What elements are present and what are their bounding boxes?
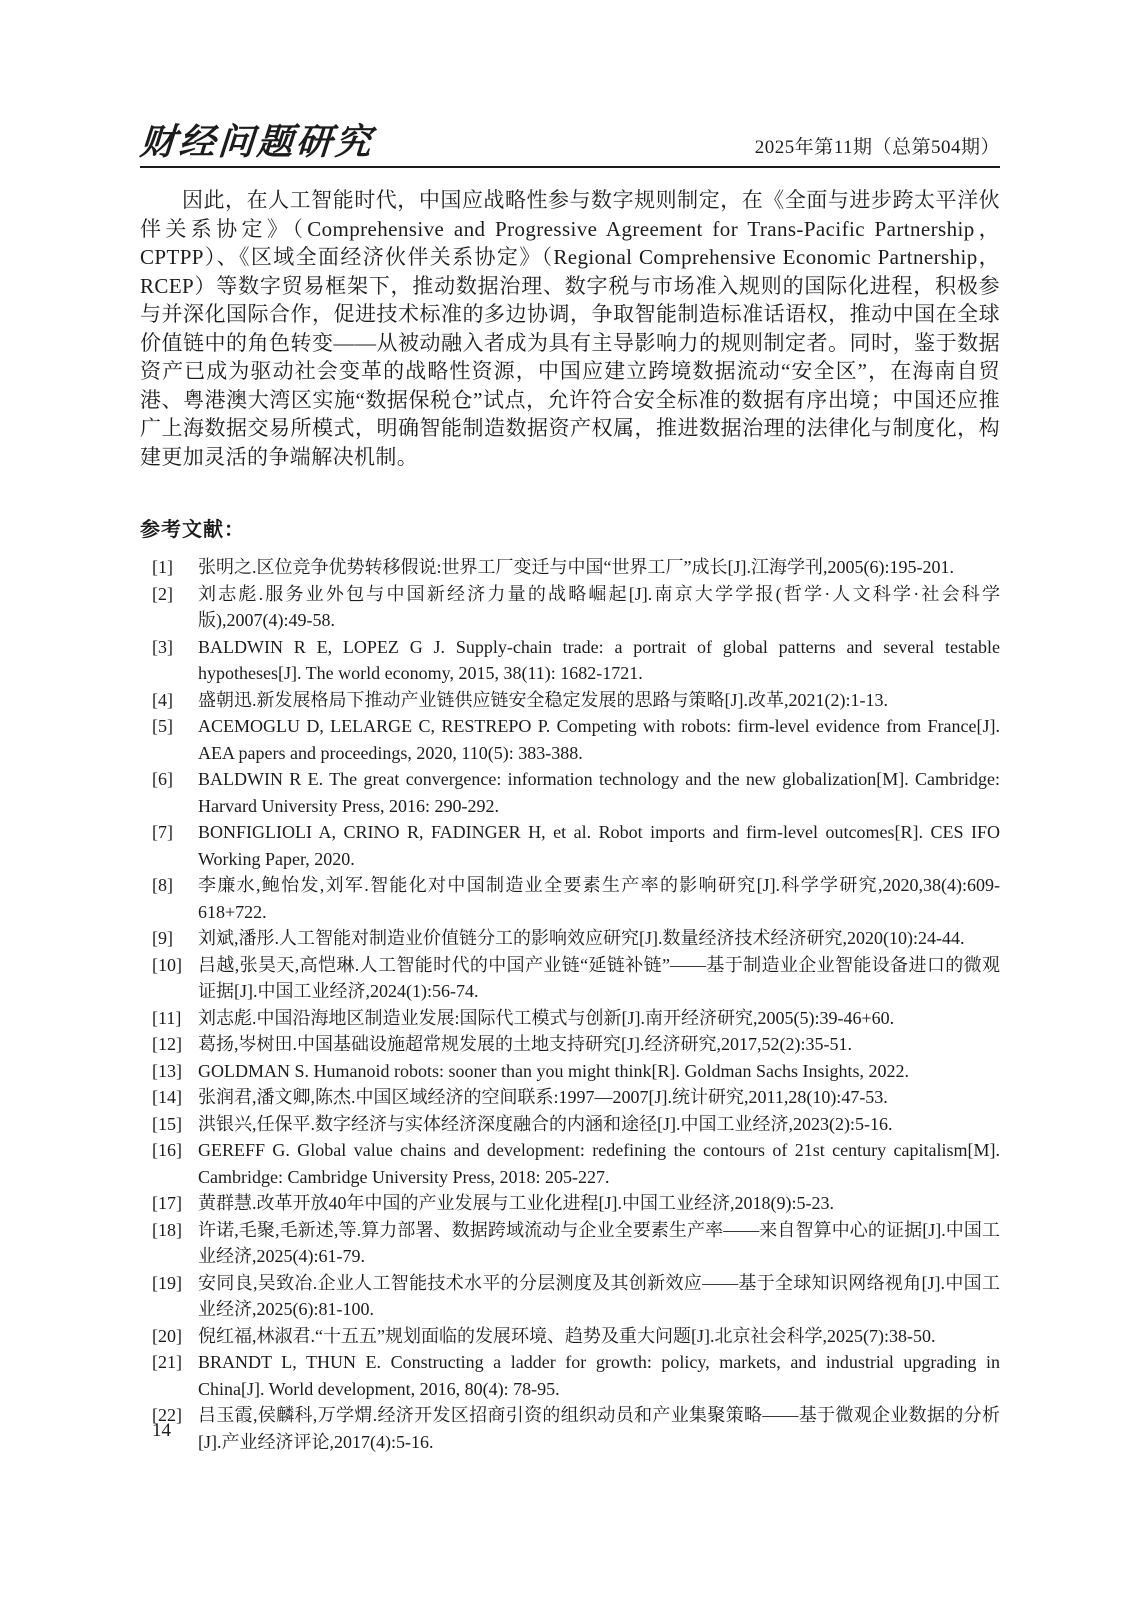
reference-text: 黄群慧.改革开放40年中国的产业发展与工业化进程[J].中国工业经济,2018(9):5-23. xyxy=(198,1193,834,1213)
reference-text: 李廉水,鲍怡发,刘军.智能化对中国制造业全要素生产率的影响研究[J].科学学研究,2020,38(4):609-618+722. xyxy=(198,875,1000,922)
reference-item xyxy=(140,1005,1000,1032)
reference-item xyxy=(140,925,1000,952)
reference-label: [6] xyxy=(152,769,173,789)
reference-item xyxy=(140,1190,1000,1217)
reference-label: [1] xyxy=(152,557,173,577)
reference-item xyxy=(140,1323,1000,1350)
reference-item xyxy=(140,581,1000,634)
reference-label: [15] xyxy=(152,1113,182,1134)
reference-item xyxy=(140,872,1000,925)
reference-label: [7] xyxy=(152,822,173,842)
reference-item xyxy=(140,554,1000,581)
reference-label: [2] xyxy=(152,583,173,604)
reference-label: [13] xyxy=(152,1060,182,1081)
reference-label: [21] xyxy=(152,1352,182,1372)
reference-text: 倪红福,林淑君.“十五五”规划面临的发展环境、趋势及重大问题[J].北京社会科学,2025(7):38-50. xyxy=(198,1325,936,1346)
reference-text: ACEMOGLU D, LELARGE C, RESTREPO P. Competing with robots: firm-level evidence from France[J]. AEA papers and proceedings, 2020, 110(5): 383-388. xyxy=(198,716,1000,763)
reference-text: BRANDT L, THUN E. Constructing a ladder for growth: policy, markets, and industrial upgrading in China[J]. World development, 2016, 80(4): 78-95. xyxy=(198,1352,1000,1399)
reference-item xyxy=(140,952,1000,1005)
reference-item xyxy=(140,1084,1000,1111)
reference-text: 刘斌,潘彤.人工智能对制造业价值链分工的影响效应研究[J].数量经济技术经济研究,2020(10):24-44. xyxy=(198,928,965,948)
reference-item xyxy=(140,1137,1000,1190)
references-list xyxy=(140,554,1000,1455)
body-paragraph: 因此，在人工智能时代，中国应战略性参与数字规则制定，在《全面与进步跨太平洋伙伴关系协定》（Comprehensive and Progressive Agreement for Trans-Pacific Partnership，CPTPP）、《区域全面经济伙伴关系协定》（Regional Comprehensive Economic Partnership，RCEP）等数字贸易框架下，推动数据治理、数字税与市场准入规则的国际化进程，积极参与并深化国际合作，促进技术标准的多边协调，争取智能制造标准话语权，推动中国在全球价值链中的角色转变——从被动融入者成为具有主导影响力的规则制定者。同时，鉴于数据资产已成为驱动社会变革的战略性资源，中国应建立跨境数据流动“安全区”，在海南自贸港、粤港澳大湾区实施“数据保税仓”试点，允许符合安全标准的数据有序出境；中国还应推广上海数据交易所模式，明确智能制造数据资产权属，推进数据治理的法律化与制度化，构建更加灵活的争端解决机制。 xyxy=(140,188,1000,469)
issue-info: 2025年第11期（总第504期） xyxy=(754,137,1000,159)
reference-label: [17] xyxy=(152,1193,182,1213)
journal-logo: 财经问题研究 xyxy=(138,121,376,163)
reference-text: 盛朝迅.新发展格局下推动产业链供应链安全稳定发展的思路与策略[J].改革,2021(2):1-13. xyxy=(198,689,888,710)
reference-label: [5] xyxy=(152,716,173,736)
reference-text: 葛扬,岑树田.中国基础设施超常规发展的土地支持研究[J].经济研究,2017,52(2):35-51. xyxy=(198,1034,852,1054)
reference-item xyxy=(140,713,1000,766)
reference-label: [11] xyxy=(152,1007,182,1028)
reference-label: [22] xyxy=(152,1405,182,1425)
reference-label: [14] xyxy=(152,1087,182,1107)
reference-label: [4] xyxy=(152,689,173,710)
reference-text: 许诺,毛聚,毛新述,等.算力部署、数据跨域流动与企业全要素生产率——来自智算中心的证据[J].中国工业经济,2025(4):61-79. xyxy=(198,1219,1000,1266)
reference-text: 刘志彪.中国沿海地区制造业发展:国际代工模式与创新[J].南开经济研究,2005(5):39-46+60. xyxy=(198,1007,895,1028)
page-number: 14 xyxy=(152,1420,171,1441)
reference-item xyxy=(140,1402,1000,1455)
reference-label: [8] xyxy=(152,875,173,895)
reference-text: 刘志彪.服务业外包与中国新经济力量的战略崛起[J].南京大学学报(哲学·人文科学·社会科学版),2007(4):49-58. xyxy=(198,583,1000,630)
reference-label: [9] xyxy=(152,928,173,948)
reference-item xyxy=(140,766,1000,819)
reference-item xyxy=(140,1217,1000,1270)
reference-label: [16] xyxy=(152,1140,182,1160)
reference-text: 吕越,张昊天,高恺琳.人工智能时代的中国产业链“延链补链”——基于制造业企业智能设备进口的微观证据[J].中国工业经济,2024(1):56-74. xyxy=(198,954,1000,1001)
reference-text: BALDWIN R E, LOPEZ G J. Supply-chain trade: a portrait of global patterns and several testable hypotheses[J]. The world economy, 2015, 38(11): 1682-1721. xyxy=(198,636,1000,683)
reference-item xyxy=(140,687,1000,714)
reference-text: 洪银兴,任保平.数字经济与实体经济深度融合的内涵和途径[J].中国工业经济,2023(2):5-16. xyxy=(198,1113,893,1134)
reference-label: [18] xyxy=(152,1219,182,1240)
reference-text: GEREFF G. Global value chains and development: redefining the contours of 21st century capitalism[M]. Cambridge: Cambridge University Press, 2018: 205-227. xyxy=(198,1140,1000,1187)
reference-text: 吕玉霞,侯麟科,万学煟.经济开发区招商引资的组织动员和产业集聚策略——基于微观企业数据的分析[J].产业经济评论,2017(4):5-16. xyxy=(198,1405,1000,1452)
reference-text: 张润君,潘文卿,陈杰.中国区域经济的空间联系:1997—2007[J].统计研究,2011,28(10):47-53. xyxy=(198,1087,888,1107)
reference-item xyxy=(140,1270,1000,1323)
reference-item xyxy=(140,1111,1000,1138)
reference-item xyxy=(140,1058,1000,1085)
reference-item xyxy=(140,819,1000,872)
reference-text: GOLDMAN S. Humanoid robots: sooner than you might think[R]. Goldman Sachs Insights, 2022. xyxy=(198,1060,909,1081)
reference-label: [19] xyxy=(152,1272,182,1293)
reference-item xyxy=(140,1031,1000,1058)
references-heading: 参考文献： xyxy=(140,519,245,541)
reference-label: [10] xyxy=(152,954,182,975)
reference-text: 张明之.区位竞争优势转移假说:世界工厂变迁与中国“世界工厂”成长[J].江海学刊,2005(6):195-201. xyxy=(198,557,954,577)
page-header xyxy=(140,0,1000,168)
reference-label: [3] xyxy=(152,636,173,657)
reference-text: BONFIGLIOLI A, CRINO R, FADINGER H, et al. Robot imports and firm-level outcomes[R]. CES IFO Working Paper, 2020. xyxy=(198,822,1000,869)
reference-text: BALDWIN R E. The great convergence: information technology and the new globalization[M]. Cambridge: Harvard University Press, 2016: 290-292. xyxy=(198,769,1000,816)
reference-label: [12] xyxy=(152,1034,182,1054)
reference-item xyxy=(140,1349,1000,1402)
reference-item xyxy=(140,634,1000,687)
reference-label: [20] xyxy=(152,1325,182,1346)
reference-text: 安同良,吴致冶.企业人工智能技术水平的分层测度及其创新效应——基于全球知识网络视角[J].中国工业经济,2025(6):81-100. xyxy=(198,1272,1000,1319)
